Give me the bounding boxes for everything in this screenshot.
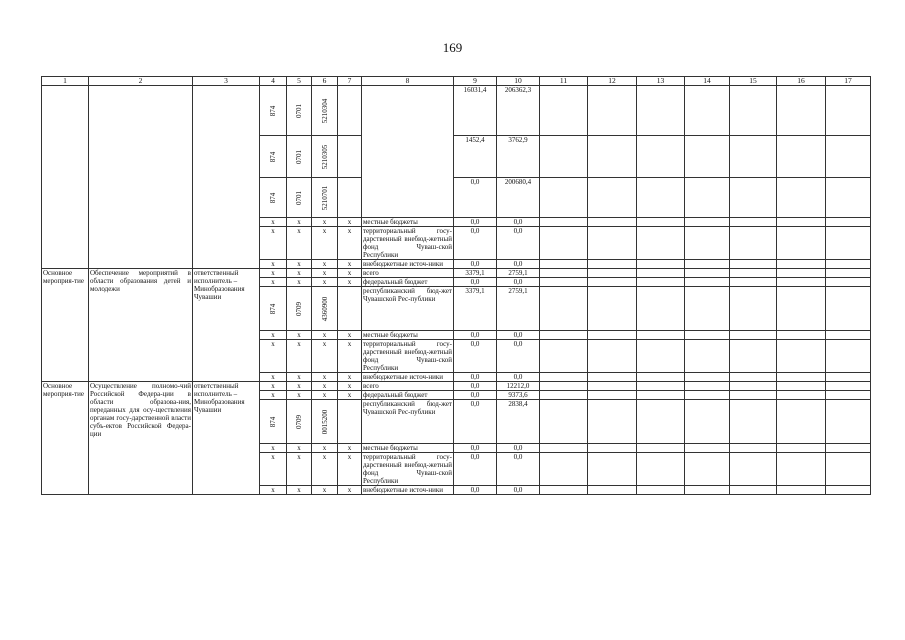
cell-c9: 0,0 [454,260,497,269]
cell-c6: x [312,260,338,269]
cell-c6: x [312,340,338,373]
executor: ответственный исполнитель – Минобразования Чувашии [193,269,260,382]
cell-c6: x [312,486,338,495]
column-number: 5 [287,77,312,86]
cell-c2 [89,86,193,269]
executor: ответственный исполнитель – Минобразования Чувашии [193,382,260,495]
cell-c6-text: 5210701 [320,185,329,210]
empty-cell [588,227,637,260]
empty-cell [588,260,637,269]
empty-cell [540,278,588,287]
empty-cell [540,391,588,400]
cell-c4: x [260,227,287,260]
empty-cell [637,331,685,340]
cell-c10: 0,0 [497,218,540,227]
empty-cell [540,218,588,227]
cell-c4-text: 874 [269,105,277,116]
empty-cell [588,218,637,227]
empty-cell [637,86,685,136]
column-number: 6 [312,77,338,86]
empty-cell [540,382,588,391]
empty-cell [826,86,871,136]
cell-c4 [260,178,287,218]
column-number: 17 [826,77,871,86]
cell-c7: x [338,218,362,227]
cell-c8: территориальный госу-дарственный внебюд-жетный фонд Чуваш-ской Республики [363,453,452,485]
empty-cell [685,287,730,331]
cell-c10: 0,0 [497,278,540,287]
empty-cell [540,260,588,269]
cell-c6 [312,86,338,136]
cell-c4 [260,86,287,136]
cell-c9: 0,0 [454,218,497,227]
cell-c8: федеральный бюджет [362,278,454,287]
empty-cell [588,287,637,331]
empty-cell [777,269,826,278]
measure-type: Основное мероприя-тие [42,382,89,495]
empty-cell [826,400,871,444]
cell-c4: x [260,373,287,382]
cell-c4: x [260,269,287,278]
empty-cell [730,453,777,486]
page-number: 169 [442,40,463,55]
cell-c10: 3762,9 [497,136,540,178]
column-number: 16 [777,77,826,86]
budget-table [41,76,871,495]
cell-c4 [260,136,287,178]
cell-c9: 0,0 [454,278,497,287]
empty-cell [777,382,826,391]
cell-c9: 3379,1 [454,269,497,278]
empty-cell [685,391,730,400]
empty-cell [588,400,637,444]
cell-c7: x [338,278,362,287]
empty-cell [540,136,588,178]
empty-cell [685,373,730,382]
empty-cell [685,86,730,136]
cell-c4: x [260,453,287,486]
column-number: 2 [89,77,193,86]
cell-c6: x [312,218,338,227]
cell-c7: x [338,227,362,260]
empty-cell [685,278,730,287]
empty-cell [730,136,777,178]
empty-cell [685,400,730,444]
cell-c8: республиканский бюд-жет Чувашской Рес-публики [362,287,454,331]
cell-c4: x [260,486,287,495]
cell-c5-text: 0709 [295,301,303,316]
cell-c4: x [260,391,287,400]
cell-c10: 9373,6 [497,391,540,400]
cell-c9: 0,0 [454,400,497,444]
empty-cell [777,218,826,227]
cell-c7 [338,86,362,136]
empty-cell [588,269,637,278]
empty-cell [730,400,777,444]
cell-c4 [260,287,287,331]
empty-cell [540,269,588,278]
cell-c5: x [287,278,312,287]
empty-cell [685,486,730,495]
cell-c6-text: 4360900 [320,296,329,321]
cell-c8: внебюджетные источ-ники [362,486,454,495]
cell-c8: местные бюджеты [362,444,454,453]
cell-c10: 12212,0 [497,382,540,391]
cell-c5-text: 0701 [295,190,303,205]
empty-cell [637,227,685,260]
cell-c5: x [287,227,312,260]
empty-cell [637,486,685,495]
empty-cell [637,400,685,444]
empty-cell [730,340,777,373]
empty-cell [588,331,637,340]
column-number: 4 [260,77,287,86]
cell-c4: x [260,340,287,373]
cell-c10: 0,0 [497,227,540,260]
cell-c4: x [260,444,287,453]
column-number: 7 [338,77,362,86]
column-number: 14 [685,77,730,86]
empty-cell [540,86,588,136]
cell-c7: x [338,486,362,495]
table-row [42,382,871,391]
empty-cell [826,382,871,391]
column-number: 15 [730,77,777,86]
column-number: 11 [540,77,588,86]
empty-cell [826,391,871,400]
cell-c9: 0,0 [454,486,497,495]
cell-c10: 0,0 [497,373,540,382]
empty-cell [685,382,730,391]
empty-cell [777,486,826,495]
empty-cell [588,340,637,373]
empty-cell [637,453,685,486]
cell-c5: x [287,260,312,269]
column-number: 12 [588,77,637,86]
empty-cell [685,331,730,340]
cell-c9: 0,0 [454,391,497,400]
empty-cell [685,227,730,260]
empty-cell [730,486,777,495]
cell-c4: x [260,331,287,340]
empty-cell [826,444,871,453]
empty-cell [588,373,637,382]
empty-cell [826,331,871,340]
empty-cell [637,260,685,269]
empty-cell [826,340,871,373]
column-number: 10 [497,77,540,86]
cell-c4-text: 874 [269,151,277,162]
cell-c5 [287,400,312,444]
cell-c3 [193,86,260,269]
empty-cell [730,444,777,453]
cell-c7: x [338,340,362,373]
cell-c6 [312,287,338,331]
cell-c9: 1452,4 [454,136,497,178]
cell-c7 [338,400,362,444]
cell-c8: местные бюджеты [362,331,454,340]
empty-cell [588,453,637,486]
cell-c10: 0,0 [497,340,540,373]
empty-cell [540,287,588,331]
cell-c9: 0,0 [454,444,497,453]
empty-cell [540,178,588,218]
cell-c9: 0,0 [454,227,497,260]
cell-c7: x [338,444,362,453]
cell-c5: x [287,453,312,486]
empty-cell [637,136,685,178]
cell-c1 [42,86,89,269]
empty-cell [777,178,826,218]
empty-cell [826,260,871,269]
empty-cell [540,373,588,382]
cell-c9: 16031,4 [454,86,497,136]
empty-cell [588,278,637,287]
measure-name: Осуществление полномо-чий Российской Федера-ции в области образова-ния, переданных для осу-ществления органам госу-дарственной власти субъ-ектов Российской Федера-ции [89,382,193,495]
cell-c10: 0,0 [497,486,540,495]
cell-c8: всего [362,382,454,391]
empty-cell [685,269,730,278]
cell-c4-text: 874 [269,303,277,314]
cell-c8: внебюджетные источ-ники [362,373,454,382]
empty-cell [588,178,637,218]
cell-c4-text: 874 [269,416,277,427]
cell-c5-text: 0701 [295,103,303,118]
empty-cell [540,340,588,373]
cell-c8: территориальный госу-дарственный внебюд-жетный фонд Чуваш-ской Республики [363,227,452,259]
empty-cell [685,136,730,178]
cell-c7: x [338,453,362,486]
empty-cell [826,227,871,260]
cell-c8: территориальный госу-дарственный внебюд-жетный фонд Чуваш-ской Республики [363,340,452,372]
column-number: 1 [42,77,89,86]
cell-c6: x [312,269,338,278]
cell-c10: 0,0 [497,444,540,453]
cell-c4-text: 874 [269,192,277,203]
cell-c5: x [287,486,312,495]
empty-cell [588,136,637,178]
cell-c7: x [338,331,362,340]
empty-cell [777,287,826,331]
table-row [42,86,871,136]
cell-c5: x [287,218,312,227]
cell-c5-text: 0709 [295,414,303,429]
column-number: 8 [362,77,454,86]
cell-c10: 200680,4 [497,178,540,218]
column-number: 3 [193,77,260,86]
cell-c10: 0,0 [497,331,540,340]
empty-cell [826,178,871,218]
cell-c5 [287,287,312,331]
empty-cell [730,178,777,218]
cell-c9: 0,0 [454,453,497,486]
cell-c6: x [312,373,338,382]
cell-c4: x [260,260,287,269]
cell-c5 [287,136,312,178]
cell-c7: x [338,382,362,391]
cell-c10: 2759,1 [497,287,540,331]
empty-cell [777,136,826,178]
empty-cell [777,227,826,260]
cell-c8: республиканский бюд-жет Чувашской Рес-публики [362,400,454,444]
empty-cell [777,400,826,444]
cell-c9: 0,0 [454,382,497,391]
empty-cell [637,287,685,331]
cell-c4 [260,400,287,444]
cell-c5: x [287,373,312,382]
cell-c8: местные бюджеты [362,218,454,227]
empty-cell [637,373,685,382]
column-number: 9 [454,77,497,86]
empty-cell [730,218,777,227]
cell-c7: x [338,269,362,278]
cell-c4: x [260,218,287,227]
cell-c5: x [287,391,312,400]
cell-c10: 0,0 [497,260,540,269]
cell-c6: x [312,331,338,340]
table-row [42,269,871,278]
cell-c9: 3379,1 [454,287,497,331]
empty-cell [730,373,777,382]
empty-cell [777,444,826,453]
cell-c6-text: 5210304 [320,98,329,123]
cell-c5: x [287,331,312,340]
cell-c6 [312,400,338,444]
empty-cell [588,486,637,495]
empty-cell [588,391,637,400]
cell-c6: x [312,444,338,453]
measure-type: Основное мероприя-тие [42,269,89,382]
cell-c6: x [312,453,338,486]
empty-cell [826,373,871,382]
empty-cell [730,86,777,136]
cell-c6: x [312,227,338,260]
empty-cell [777,453,826,486]
empty-cell [540,444,588,453]
cell-c7: x [338,260,362,269]
cell-c6: x [312,382,338,391]
empty-cell [588,444,637,453]
empty-cell [826,453,871,486]
empty-cell [826,287,871,331]
cell-c8: внебюджетные источ-ники [362,260,454,269]
cell-c7: x [338,373,362,382]
cell-c5: x [287,340,312,373]
cell-c5: x [287,444,312,453]
cell-c6 [312,136,338,178]
column-number-row [42,77,871,86]
empty-cell [637,382,685,391]
empty-cell [777,373,826,382]
empty-cell [685,340,730,373]
cell-c6-text: 0015200 [320,409,329,434]
empty-cell [588,86,637,136]
cell-c7 [338,287,362,331]
empty-cell [730,287,777,331]
cell-c6: x [312,278,338,287]
empty-cell [540,400,588,444]
empty-cell [826,218,871,227]
empty-cell [777,278,826,287]
cell-c6 [312,178,338,218]
empty-cell [637,278,685,287]
empty-cell [777,86,826,136]
empty-cell [730,227,777,260]
cell-c8 [362,86,454,218]
empty-cell [777,391,826,400]
cell-c7 [338,136,362,178]
cell-c10: 2838,4 [497,400,540,444]
cell-c9: 0,0 [454,178,497,218]
empty-cell [540,331,588,340]
empty-cell [730,260,777,269]
cell-c5: x [287,382,312,391]
cell-c9: 0,0 [454,340,497,373]
empty-cell [637,218,685,227]
empty-cell [777,331,826,340]
cell-c10: 0,0 [497,453,540,486]
empty-cell [540,486,588,495]
cell-c5 [287,178,312,218]
empty-cell [588,382,637,391]
cell-c7: x [338,391,362,400]
column-number: 13 [637,77,685,86]
empty-cell [826,278,871,287]
empty-cell [730,391,777,400]
cell-c10: 206362,3 [497,86,540,136]
empty-cell [637,178,685,218]
cell-c8: всего [362,269,454,278]
empty-cell [685,260,730,269]
empty-cell [540,227,588,260]
empty-cell [637,391,685,400]
cell-c4: x [260,278,287,287]
empty-cell [826,486,871,495]
empty-cell [730,278,777,287]
cell-c5: x [287,269,312,278]
cell-c4: x [260,382,287,391]
cell-c5 [287,86,312,136]
empty-cell [685,178,730,218]
empty-cell [730,382,777,391]
cell-c8: федеральный бюджет [362,391,454,400]
empty-cell [540,453,588,486]
cell-c6-text: 5210305 [320,144,329,169]
empty-cell [826,136,871,178]
empty-cell [637,444,685,453]
empty-cell [777,260,826,269]
cell-c10: 2759,1 [497,269,540,278]
cell-c7 [338,178,362,218]
cell-c9: 0,0 [454,331,497,340]
empty-cell [685,218,730,227]
cell-c6: x [312,391,338,400]
cell-c5-text: 0701 [295,149,303,164]
empty-cell [826,269,871,278]
empty-cell [730,269,777,278]
empty-cell [637,269,685,278]
empty-cell [637,340,685,373]
empty-cell [730,331,777,340]
empty-cell [777,340,826,373]
measure-name: Обеспечение мероприятий в области образования детей и молодежи [89,269,193,382]
cell-c9: 0,0 [454,373,497,382]
empty-cell [685,453,730,486]
empty-cell [685,444,730,453]
